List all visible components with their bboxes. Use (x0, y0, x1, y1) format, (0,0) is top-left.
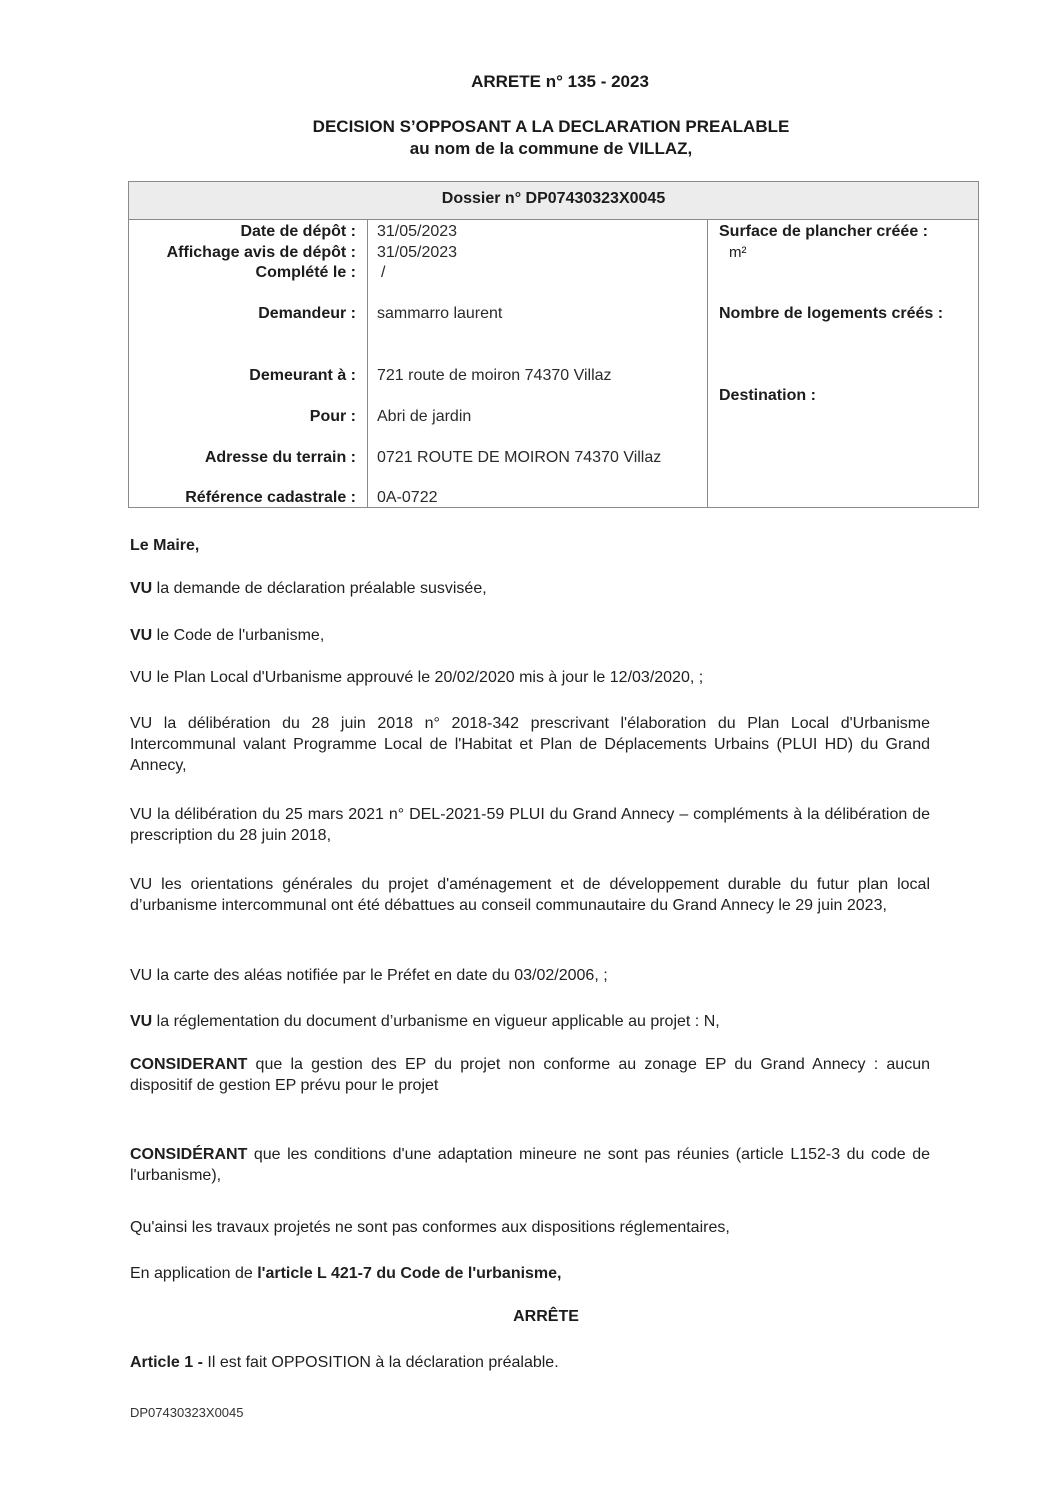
vu-keyword: VU (130, 580, 153, 597)
arrete-heading: ARRÊTE (513, 1308, 579, 1325)
commune-line: au nom de la commune de VILLAZ, (409, 139, 693, 158)
maire-heading: Le Maire, (130, 537, 200, 554)
article-reference: l'article L 421-7 du Code de l'urbanisme, (257, 1265, 562, 1282)
reference-cadastrale-label: Référence cadastrale : (185, 489, 356, 506)
vu-reglementation (130, 1011, 930, 1032)
vu-orientations: VU les orientations générales du projet d'aménagement et de développement durable du futur plan local d’urbanisme intercommunal ont été débattues au conseil communautaire du Grand Annecy le 29 juin 2023, (130, 876, 930, 914)
arrete-title: ARRETE n° 135 - 2023 (471, 72, 649, 91)
paragraph-text: la réglementation du document d’urbanisme en vigueur applicable au projet : N, (152, 1013, 720, 1030)
vu-deliberation-2021: VU la délibération du 25 mars 2021 n° DEL-2021-59 PLUI du Grand Annecy – compléments à la délibération de prescription du 28 juin 2018, (130, 806, 930, 844)
adresse-terrain-label: Adresse du terrain : (204, 449, 356, 466)
complete-label: Complété le : (255, 264, 356, 281)
complete-value: / (381, 264, 386, 281)
demeurant-value: 721 route de moiron 74370 Villaz (377, 367, 612, 384)
footer-reference: DP07430323X0045 (130, 1405, 244, 1420)
destination-label: Destination : (719, 387, 816, 404)
conclusion-paragraph: Qu'ainsi les travaux projetés ne sont pas conformes aux dispositions réglementaires, (130, 1219, 730, 1236)
table-divider (367, 220, 368, 507)
dossier-table (128, 181, 979, 508)
surface-label: Surface de plancher créée : (719, 223, 928, 240)
paragraph-text: En application de (130, 1265, 258, 1282)
vu-deliberation-2018: VU la délibération du 28 juin 2018 n° 2018-342 prescrivant l'élaboration du Plan Local d'Urbanisme Intercommunal valant Programme Local de l'Habitat et Plan de Déplacements Urbains (PLUI HD) du Grand Annecy, (130, 715, 930, 774)
vu-plu: VU le Plan Local d'Urbanisme approuvé le 20/02/2020 mis à jour le 12/03/2020, ; (130, 669, 704, 686)
affichage-label: Affichage avis de dépôt : (166, 244, 356, 261)
demandeur-label: Demandeur : (258, 305, 356, 322)
considerant-keyword: CONSIDÉRANT (130, 1146, 248, 1163)
paragraph-text: le Code de l'urbanisme, (152, 627, 325, 644)
paragraph-text: Il est fait OPPOSITION à la déclaration préalable. (202, 1354, 559, 1371)
paragraph-text: que la gestion des EP du projet non conforme au zonage EP du Grand Annecy : aucun dispositif de gestion EP prévu pour le projet (130, 1056, 930, 1094)
vu-keyword: VU (130, 627, 153, 644)
surface-unit: m² (729, 244, 747, 261)
demandeur-value: sammarro laurent (377, 305, 503, 322)
paragraph-text: que les conditions d'une adaptation mineure ne sont pas réunies (article L152-3 du code de l'urbanisme), (130, 1146, 930, 1184)
vu-demande (130, 578, 930, 599)
table-divider (707, 220, 708, 507)
logements-label: Nombre de logements créés : (719, 305, 944, 322)
considerant-ep (130, 1054, 930, 1096)
date-depot-label: Date de dépôt : (240, 223, 356, 240)
decision-title: DECISION S’OPPOSANT A LA DECLARATION PREALABLE (312, 117, 790, 136)
vu-keyword: VU (130, 1013, 153, 1030)
demeurant-label: Demeurant à : (249, 367, 356, 384)
application-paragraph (130, 1263, 930, 1284)
pour-value: Abri de jardin (377, 408, 472, 425)
considerant-adaptation (130, 1144, 930, 1186)
dossier-number: Dossier n° DP07430323X0045 (129, 182, 978, 220)
article-1-label: Article 1 - (130, 1354, 203, 1371)
article-1 (130, 1352, 930, 1373)
considerant-keyword: CONSIDERANT (130, 1056, 248, 1073)
pour-label: Pour : (309, 408, 356, 425)
vu-code (130, 625, 930, 646)
date-depot-value: 31/05/2023 (377, 223, 458, 240)
vu-carte-aleas: VU la carte des aléas notifiée par le Préfet en date du 03/02/2006, ; (130, 967, 608, 984)
paragraph-text: la demande de déclaration préalable susvisée, (152, 580, 487, 597)
affichage-value: 31/05/2023 (377, 244, 458, 261)
adresse-terrain-value: 0721 ROUTE DE MOIRON 74370 Villaz (377, 449, 662, 466)
reference-cadastrale-value: 0A-0722 (377, 489, 438, 506)
